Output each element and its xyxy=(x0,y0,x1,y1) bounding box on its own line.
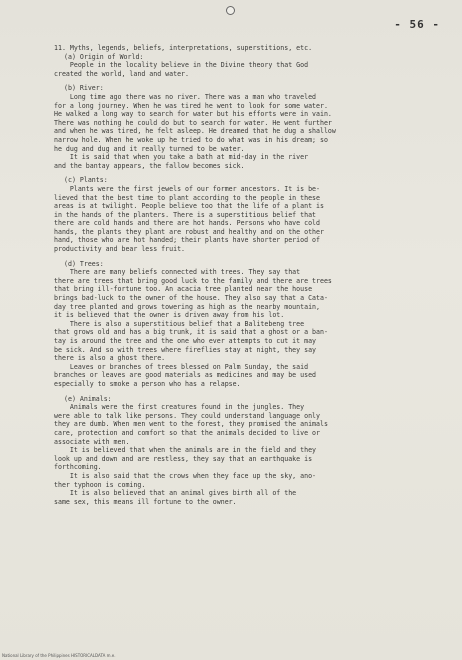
text-line: There is also a superstitious belief that a Balitebeng tree xyxy=(54,319,305,328)
text-line: branches or leaves are good materials as medicines and may be used xyxy=(54,371,317,380)
text-line: Long time ago there was no river. There was a man who traveled xyxy=(54,92,317,101)
text-line: it is believed that the owner is driven away from his lot. xyxy=(54,311,285,320)
text-line: It is believed that when the animals are in the field and they xyxy=(54,446,317,455)
text-line: forthcoming. xyxy=(54,463,102,472)
text-line: he dug and dug and it really turned to be water. xyxy=(54,144,245,153)
text-line: People in the locality believe in the Divine theory that God xyxy=(54,61,309,70)
text-line: for a long journey. When he was tired he went to look for some water. xyxy=(54,101,328,110)
text-line: It is also said that the crows when they face up the sky, ano- xyxy=(54,471,317,480)
page-number: - 56 - xyxy=(394,18,440,31)
subsection-heading: (b) River: xyxy=(64,84,104,93)
text-line: ther typhoon is coming. xyxy=(54,480,146,489)
text-line: brings bad-luck to the owner of the house. They also say that a Cata- xyxy=(54,294,328,303)
section-heading: 11. Myths, legends, beliefs, interpretations, superstitions, etc. xyxy=(54,44,313,52)
text-line: day tree planted and grows towering as high as the nearby mountain, xyxy=(54,302,320,311)
text-line: there is also a ghost there. xyxy=(54,354,166,363)
text-line: It is also believed that an animal gives birth all of the xyxy=(54,489,297,498)
subsection-heading: (a) Origin of World: xyxy=(64,52,144,61)
text-line: tay is around the tree and the one who ever attempts to cut it may xyxy=(54,337,317,345)
text-line: that bring ill-fortune too. An acacia tree planted near the house xyxy=(54,285,313,294)
text-line: were able to talk like persons. They could understand language only xyxy=(54,411,320,420)
text-line: same sex, this means ill fortune to the owner. xyxy=(54,497,237,506)
text-line: Plants were the first jewels of our former ancestors. It is be- xyxy=(54,184,320,193)
text-line: created the world, land and water. xyxy=(54,69,189,78)
text-line: look up and down and are restless, they say that an earthquake is xyxy=(54,454,313,463)
text-line: hands, the plants they plant are robust and healthy and on the other xyxy=(54,227,324,236)
text-line: Leaves or branches of trees blessed on Palm Sunday, the said xyxy=(54,362,309,371)
text-line: associate with men. xyxy=(54,437,130,446)
text-line: areas is at twilight. People believe too that the life of a plant is xyxy=(54,202,324,211)
text-line: they are dumb. When men went to the forest, they promised the animals xyxy=(54,420,328,429)
text-line: be sick. And so with trees where fireflies stay at night, they say xyxy=(54,345,317,354)
subsection-heading: (d) Trees: xyxy=(64,259,104,268)
text-line: There was nothing he could do but to search for water. He went further xyxy=(54,118,332,127)
text-line: there are trees that bring good luck to the family and there are trees xyxy=(54,276,332,285)
text-line: Animals were the first creatures found in the jungles. They xyxy=(54,403,305,412)
text-line: in the hands of the planters. There is a superstitious belief that xyxy=(54,210,317,219)
text-line: narrow hole. When he woke up he tried to do what was in his dream; so xyxy=(54,135,328,144)
footer-watermark: National Library of the Philippines HISTORICALDATA m.e. xyxy=(2,653,116,658)
subsection-heading: (e) Animals: xyxy=(64,394,112,403)
subsection-heading: (c) Plants: xyxy=(64,176,108,185)
document-body xyxy=(54,44,446,506)
text-line: It is said that when you take a bath at mid-day in the river xyxy=(54,153,309,162)
text-line: and the bantay appears, the fallow becomes sick. xyxy=(54,161,245,170)
text-line: hand, those who are hot handed; their plants have shorter period of xyxy=(54,236,320,245)
text-line: lieved that the best time to plant according to the people in these xyxy=(54,193,320,202)
text-line: especially to smoke a person who has a relapse. xyxy=(54,379,241,388)
punch-hole-mark xyxy=(226,6,235,15)
text-line: He walked a long way to search for water but his efforts were in vain. xyxy=(54,110,332,119)
text-line: there are cold hands and there are hot hands. Persons who have cold xyxy=(54,219,320,228)
text-line: that grows old and has a big trunk, it is said that a ghost or a ban- xyxy=(54,328,328,337)
text-line: productivity and bear less fruit. xyxy=(54,245,186,254)
text-line: and when he was tired, he felt asleep. He dreamed that he dug a shallow xyxy=(54,127,336,136)
text-line: care, protection and comfort so that the animals decided to live or xyxy=(54,428,320,437)
text-line: There are many beliefs connected with trees. They say that xyxy=(54,268,301,277)
